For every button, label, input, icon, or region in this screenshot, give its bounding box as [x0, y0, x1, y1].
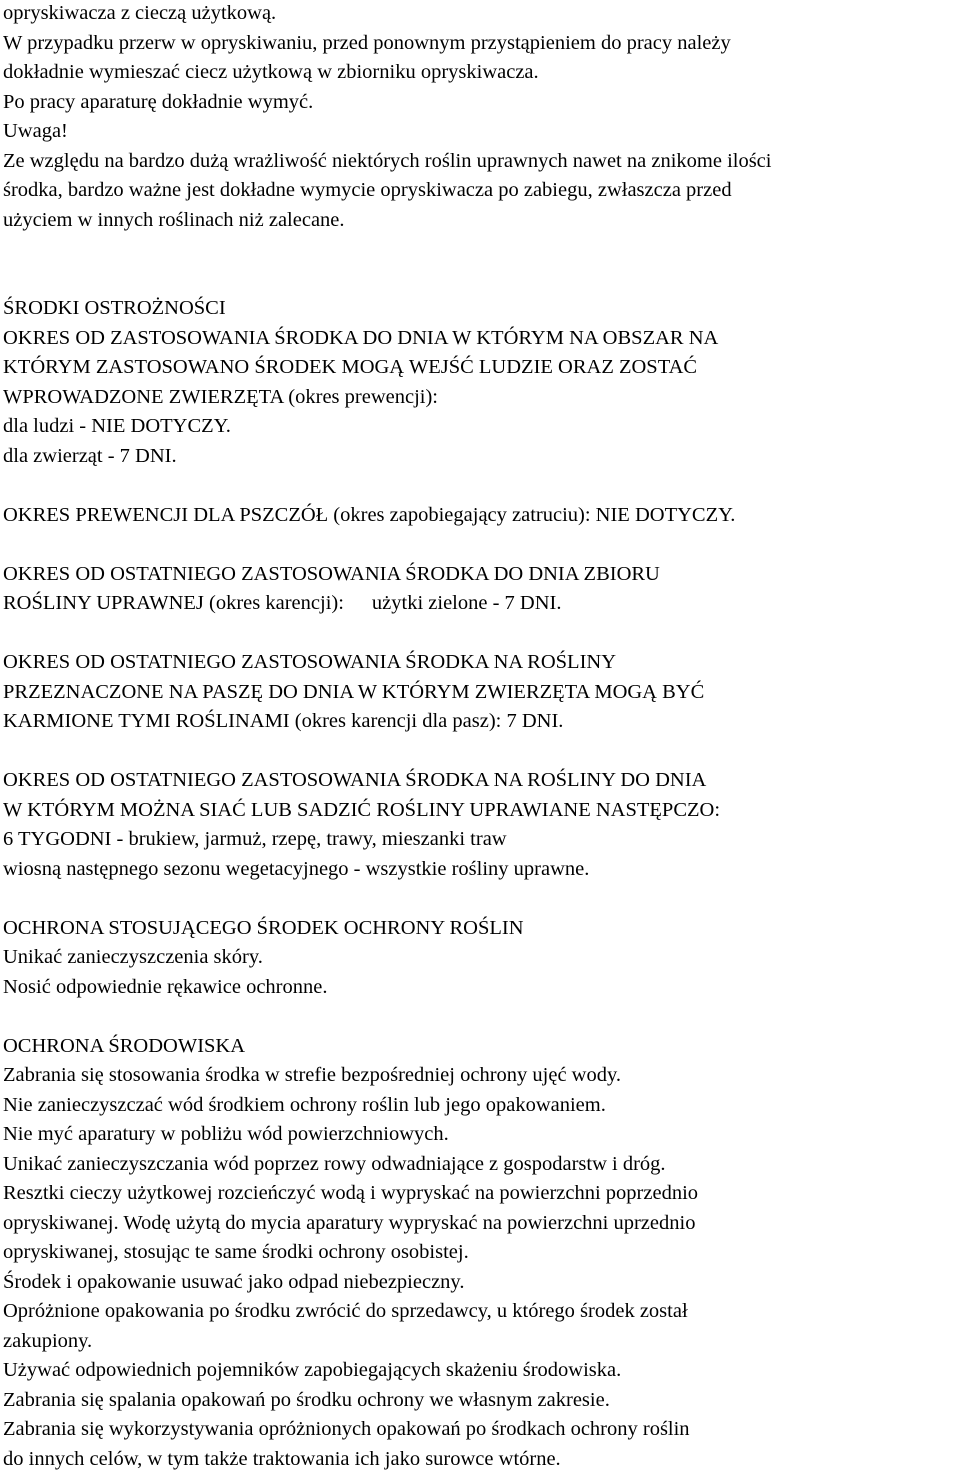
feed-interval-section	[3, 648, 959, 737]
text-line: KARMIONE TYMI ROŚLINAMI (okres karencji dla pasz): 7 DNI.	[3, 707, 959, 737]
section-heading: OCHRONA ŚRODOWISKA	[3, 1032, 959, 1062]
text-line	[3, 589, 959, 619]
text-line: Zabrania się spalania opakowań po środku ochrony we własnym zakresie.	[3, 1386, 959, 1416]
harvest-interval-section	[3, 560, 959, 619]
text-line: OKRES OD OSTATNIEGO ZASTOSOWANIA ŚRODKA NA ROŚLINY	[3, 648, 959, 678]
text-line: KTÓRYM ZASTOSOWANO ŚRODEK MOGĄ WEJŚĆ LUDZIE ORAZ ZOSTAĆ	[3, 353, 959, 383]
text-line: opryskiwanej. Wodę użytą do mycia aparatury wypryskać na powierzchni uprzednio	[3, 1209, 959, 1239]
section-heading: OCHRONA STOSUJĄCEGO ŚRODEK OCHRONY ROŚLIN	[3, 914, 959, 944]
text-line: OKRES PREWENCJI DLA PSZCZÓŁ (okres zapobiegający zatruciu): NIE DOTYCZY.	[3, 501, 959, 531]
spacer	[3, 1002, 959, 1032]
text-line: 6 TYGODNI - brukiew, jarmuż, rzepę, trawy, mieszanki traw	[3, 825, 959, 855]
text-line: Po pracy aparaturę dokładnie wymyć.	[3, 88, 959, 118]
text-line: OKRES OD ZASTOSOWANIA ŚRODKA DO DNIA W KTÓRYM NA OBSZAR NA	[3, 324, 959, 354]
text-line: PRZEZNACZONE NA PASZĘ DO DNIA W KTÓRYM ZWIERZĘTA MOGĄ BYĆ	[3, 678, 959, 708]
text-line: Używać odpowiednich pojemników zapobiegających skażeniu środowiska.	[3, 1356, 959, 1386]
application-instructions-block	[3, 0, 959, 235]
text-line: Unikać zanieczyszczenia skóry.	[3, 943, 959, 973]
text-line: W przypadku przerw w opryskiwaniu, przed ponownym przystąpieniem do pracy należy	[3, 29, 959, 59]
spacer	[3, 619, 959, 649]
bees-section	[3, 501, 959, 531]
text-line: zakupiony.	[3, 1327, 959, 1357]
text-line: Zabrania się stosowania środka w strefie bezpośredniej ochrony ujęć wody.	[3, 1061, 959, 1091]
text-line: W KTÓRYM MOŻNA SIAĆ LUB SADZIĆ ROŚLINY UPRAWIANE NASTĘPCZO:	[3, 796, 959, 826]
spacer	[3, 530, 959, 560]
text-line: OKRES OD OSTATNIEGO ZASTOSOWANIA ŚRODKA DO DNIA ZBIORU	[3, 560, 959, 590]
text-line: Ze względu na bardzo dużą wrażliwość niektórych roślin uprawnych nawet na znikome ilości	[3, 147, 959, 177]
spacer	[3, 235, 959, 265]
text-line: Nie zanieczyszczać wód środkiem ochrony roślin lub jego opakowaniem.	[3, 1091, 959, 1121]
document-page	[3, 0, 959, 1474]
spacer	[3, 471, 959, 501]
text-line: wiosną następnego sezonu wegetacyjnego - wszystkie rośliny uprawne.	[3, 855, 959, 885]
text-line: opryskiwacza z cieczą użytkową.	[3, 0, 959, 29]
text-line: dla zwierząt - 7 DNI.	[3, 442, 959, 472]
text-line: Opróżnione opakowania po środku zwrócić do sprzedawcy, u którego środek został	[3, 1297, 959, 1327]
text-line: dokładnie wymieszać ciecz użytkową w zbiorniku opryskiwacza.	[3, 58, 959, 88]
spacer	[3, 265, 959, 295]
environment-protection-section	[3, 1032, 959, 1474]
spacer	[3, 884, 959, 914]
text-line: dla ludzi - NIE DOTYCZY.	[3, 412, 959, 442]
text-line: Środek i opakowanie usuwać jako odpad niebezpieczny.	[3, 1268, 959, 1298]
text-line: opryskiwanej, stosując te same środki ochrony osobistej.	[3, 1238, 959, 1268]
text-line: Nie myć aparatury w pobliżu wód powierzchniowych.	[3, 1120, 959, 1150]
harvest-label: ROŚLINY UPRAWNEJ (okres karencji):	[3, 592, 344, 614]
text-line: Resztki cieczy użytkowej rozcieńczyć wodą i wypryskać na powierzchni poprzednio	[3, 1179, 959, 1209]
succession-crops-section	[3, 766, 959, 884]
text-line: OKRES OD OSTATNIEGO ZASTOSOWANIA ŚRODKA NA ROŚLINY DO DNIA	[3, 766, 959, 796]
harvest-value: użytki zielone - 7 DNI.	[372, 592, 562, 614]
text-line: środka, bardzo ważne jest dokładne wymycie opryskiwacza po zabiegu, zwłaszcza przed	[3, 176, 959, 206]
text-line: Unikać zanieczyszczania wód poprzez rowy odwadniające z gospodarstw i dróg.	[3, 1150, 959, 1180]
spacer	[3, 737, 959, 767]
section-heading: ŚRODKI OSTROŻNOŚCI	[3, 294, 959, 324]
warning-label: Uwaga!	[3, 117, 959, 147]
text-line: Nosić odpowiednie rękawice ochronne.	[3, 973, 959, 1003]
operator-protection-section	[3, 914, 959, 1003]
text-line: WPROWADZONE ZWIERZĘTA (okres prewencji):	[3, 383, 959, 413]
text-line: użyciem w innych roślinach niż zalecane.	[3, 206, 959, 236]
precautions-section	[3, 294, 959, 471]
text-line: Zabrania się wykorzystywania opróżnionych opakowań po środkach ochrony roślin	[3, 1415, 959, 1445]
text-line: do innych celów, w tym także traktowania ich jako surowce wtórne.	[3, 1445, 959, 1474]
